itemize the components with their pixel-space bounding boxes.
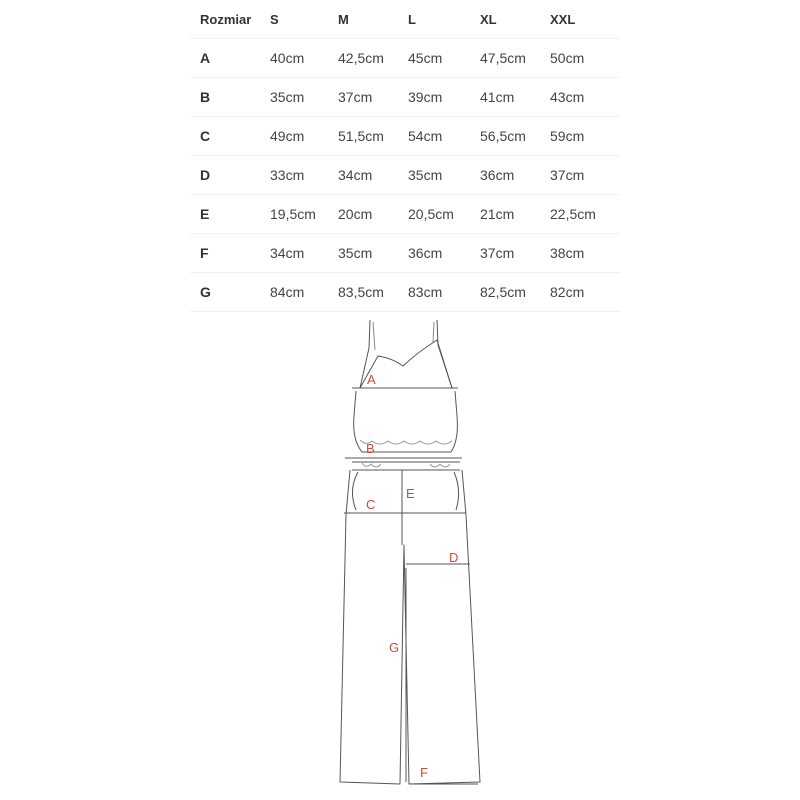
jumpsuit-measurement-diagram [0,300,800,800]
table-cell: 34cm [338,156,408,195]
table-cell: 45cm [408,39,480,78]
header-size: Rozmiar [190,0,270,39]
strap-inner-lines [373,322,434,350]
size-chart-table [190,0,620,312]
table-row [190,39,620,78]
table-cell: 35cm [408,156,480,195]
table-cell: 19,5cm [270,195,338,234]
table-row [190,117,620,156]
table-cell: 37cm [338,78,408,117]
table-cell: 82,5cm [480,273,550,312]
table-row [190,156,620,195]
trouser-legs [340,470,480,784]
table-cell: 22,5cm [550,195,620,234]
table-cell: 20cm [338,195,408,234]
table-cell: 21cm [480,195,550,234]
table-cell: 38cm [550,234,620,273]
measurement-lines [344,388,478,784]
table-row [190,234,620,273]
label-d: D [449,550,459,565]
jumpsuit-outline [340,320,480,784]
table-row [190,78,620,117]
row-label: E [190,195,270,234]
waistband-gathers [362,463,450,467]
table-cell: 51,5cm [338,117,408,156]
table-row [190,195,620,234]
right-strap [437,320,452,388]
table-cell: 59cm [550,117,620,156]
table-cell: 42,5cm [338,39,408,78]
label-a: A [367,372,376,387]
table-cell: 82cm [550,273,620,312]
header-m: M [338,0,408,39]
table-cell: 37cm [480,234,550,273]
table-cell: 39cm [408,78,480,117]
row-label: G [190,273,270,312]
table-cell: 36cm [480,156,550,195]
table-cell: 40cm [270,39,338,78]
header-xxl: XXL [550,0,620,39]
table-cell: 56,5cm [480,117,550,156]
table-cell: 83,5cm [338,273,408,312]
table-cell: 20,5cm [408,195,480,234]
header-s: S [270,0,338,39]
table-cell: 54cm [408,117,480,156]
label-c: C [366,497,376,512]
label-b: B [366,441,375,456]
table-cell: 83cm [408,273,480,312]
label-g: G [389,640,400,655]
table-cell: 47,5cm [480,39,550,78]
table-cell: 37cm [550,156,620,195]
table-cell: 49cm [270,117,338,156]
table-cell: 33cm [270,156,338,195]
header-l: L [408,0,480,39]
header-xl: XL [480,0,550,39]
table-cell: 84cm [270,273,338,312]
table-cell: 35cm [338,234,408,273]
table-cell: 34cm [270,234,338,273]
label-e: E [406,486,415,501]
row-label: A [190,39,270,78]
table-cell: 36cm [408,234,480,273]
table-header-row [190,0,620,39]
row-label: F [190,234,270,273]
table-cell: 43cm [550,78,620,117]
table-cell: 41cm [480,78,550,117]
table-cell: 35cm [270,78,338,117]
row-label: C [190,117,270,156]
table-cell: 50cm [550,39,620,78]
label-f: F [420,765,428,780]
row-label: D [190,156,270,195]
row-label: B [190,78,270,117]
